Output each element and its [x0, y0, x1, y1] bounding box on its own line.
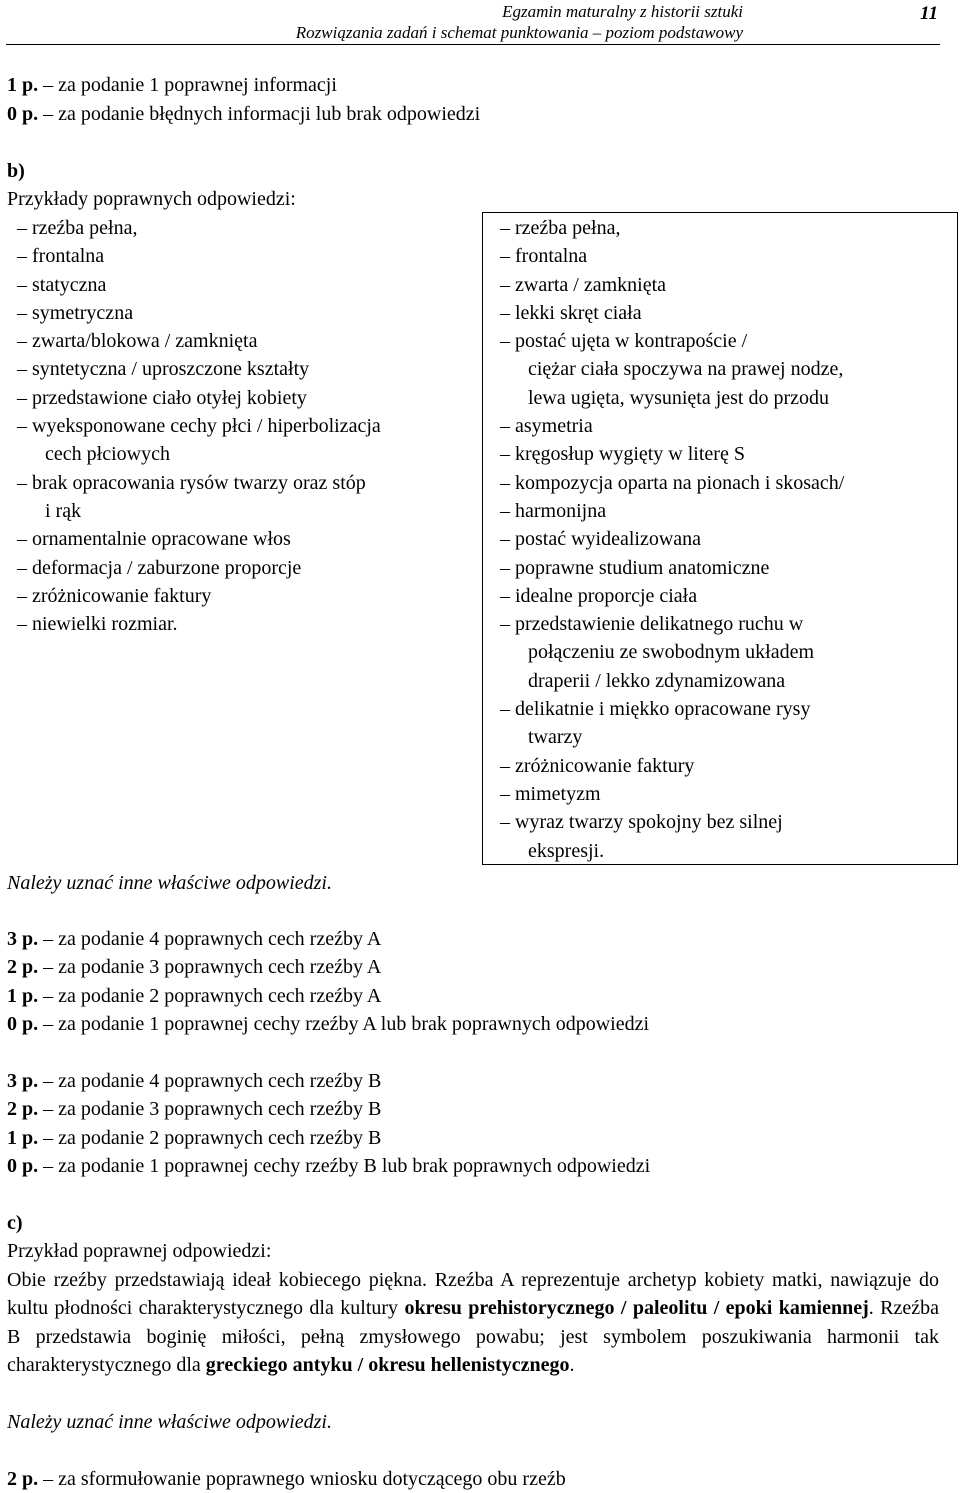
scoring-line: 0 p. – za podanie 1 poprawnej cechy rzeźby A lub brak poprawnych odpowiedzi	[7, 1013, 650, 1035]
feature-item: – zwarta / zamknięta	[500, 273, 667, 296]
feature-item: – brak opracowania rysów twarzy oraz stóp	[17, 471, 366, 494]
page-header	[0, 0, 960, 44]
feature-item: – delikatnie i miękko opracowane rysy	[500, 698, 811, 721]
sculpture-b-features	[500, 214, 844, 865]
feature-item: – postać ujęta w kontrapoście /	[500, 330, 748, 353]
feature-item: – zróżnicowanie faktury	[17, 584, 212, 607]
scoring-line: 0 p. – za podanie błędnych informacji lub brak odpowiedzi	[7, 103, 481, 125]
answers-intro: Przykłady poprawnych odpowiedzi:	[7, 188, 296, 210]
model-answer: Obie rzeźby przedstawiają ideał kobiecego piękna. Rzeźba A reprezentuje archetyp kobiety matki, nawiązuje do kultu płodności charakterystycznego dla kultury okresu prehistorycznego / paleolitu / epoki kamiennej. Rzeźba B przedstawia boginię miłości, pełną zmysłowego powabu; jest symbolem poszukiwania harmonii tak charakterystycznego dla greckiego antyku / okresu hellenistycznego.	[7, 1269, 939, 1377]
feature-item: – rzeźba pełna,	[500, 217, 621, 239]
scoring-line: 1 p. – za podanie 2 poprawnych cech rzeźby A	[7, 985, 382, 1007]
feature-item: ekspresji.	[528, 839, 605, 862]
feature-item: – ornamentalnie opracowane włos	[17, 528, 291, 551]
accept-other-note: Należy uznać inne właściwe odpowiedzi.	[7, 1411, 332, 1433]
feature-item: – wyeksponowane cechy płci / hiperbolizacja	[17, 415, 381, 438]
answer-intro: Przykład poprawnej odpowiedzi:	[7, 1240, 272, 1262]
feature-item: – przedstawione ciało otyłej kobiety	[17, 386, 307, 409]
scoring-line: 0 p. – za podanie 1 poprawnej cechy rzeźby B lub brak poprawnych odpowiedzi	[7, 1155, 651, 1177]
scoring-line: 2 p. – za podanie 3 poprawnych cech rzeźby B	[7, 1098, 382, 1120]
feature-item: – zwarta/blokowa / zamknięta	[17, 330, 258, 353]
feature-item: – mimetyzm	[500, 782, 601, 805]
feature-item: – asymetria	[500, 415, 593, 438]
exam-title: Egzamin maturalny z historii sztuki	[502, 2, 743, 21]
scoring-line: 3 p. – za podanie 4 poprawnych cech rzeźby A	[7, 928, 382, 950]
feature-item: lewa ugięta, wysunięta jest do przodu	[528, 386, 830, 409]
feature-item: – symetryczna	[17, 301, 134, 324]
feature-item: ciężar ciała spoczywa na prawej nodze,	[528, 358, 844, 381]
feature-item: – deformacja / zaburzone proporcje	[17, 556, 302, 579]
scoring-line: 3 p. – za podanie 4 poprawnych cech rzeźby B	[7, 1070, 382, 1092]
feature-item: – kręgosłup wygięty w literę S	[500, 443, 745, 466]
scoring-line: 1 p. – za podanie 2 poprawnych cech rzeźby B	[7, 1127, 382, 1149]
section-label-c: c)	[7, 1212, 23, 1234]
accept-other-note: Należy uznać inne właściwe odpowiedzi.	[7, 872, 332, 894]
feature-item: – statyczna	[17, 273, 107, 296]
feature-item: – frontalna	[500, 245, 588, 268]
feature-item: – frontalna	[17, 245, 105, 268]
feature-item: – przedstawienie delikatnego ruchu w	[500, 613, 804, 636]
feature-item: – zróżnicowanie faktury	[500, 754, 695, 777]
scoring-line: 2 p. – za sformułowanie poprawnego wniosku dotyczącego obu rzeźb	[7, 1468, 566, 1490]
header-rule	[6, 44, 940, 45]
page-number: 11	[920, 3, 938, 24]
scoring-line: 1 p. – za podanie 1 poprawnej informacji	[7, 74, 337, 96]
feature-item: – idealne proporcje ciała	[500, 584, 698, 607]
feature-item: – lekki skręt ciała	[500, 301, 642, 324]
feature-item: – wyraz twarzy spokojny bez silnej	[500, 811, 783, 834]
feature-item: – harmonijna	[500, 499, 607, 522]
feature-item: twarzy	[528, 726, 583, 749]
feature-item: draperii / lekko zdynamizowana	[528, 669, 786, 692]
section-label-b: b)	[7, 160, 25, 182]
feature-item: – syntetyczna / uproszczone kształty	[17, 358, 310, 381]
feature-item: połączeniu ze swobodnym układem	[528, 641, 815, 664]
exam-subtitle: Rozwiązania zadań i schemat punktowania – poziom podstawowy	[295, 23, 743, 42]
feature-item: – poprawne studium anatomiczne	[500, 556, 770, 579]
feature-item: – postać wyidealizowana	[500, 528, 702, 551]
feature-item: i rąk	[45, 499, 82, 522]
feature-item: cech płciowych	[45, 443, 170, 466]
feature-item: – rzeźba pełna,	[17, 217, 138, 239]
feature-item: – kompozycja oparta na pionach i skosach/	[500, 471, 845, 494]
sculpture-a-features	[17, 214, 381, 638]
feature-item: – niewielki rozmiar.	[17, 613, 178, 636]
scoring-line: 2 p. – za podanie 3 poprawnych cech rzeźby A	[7, 956, 382, 978]
